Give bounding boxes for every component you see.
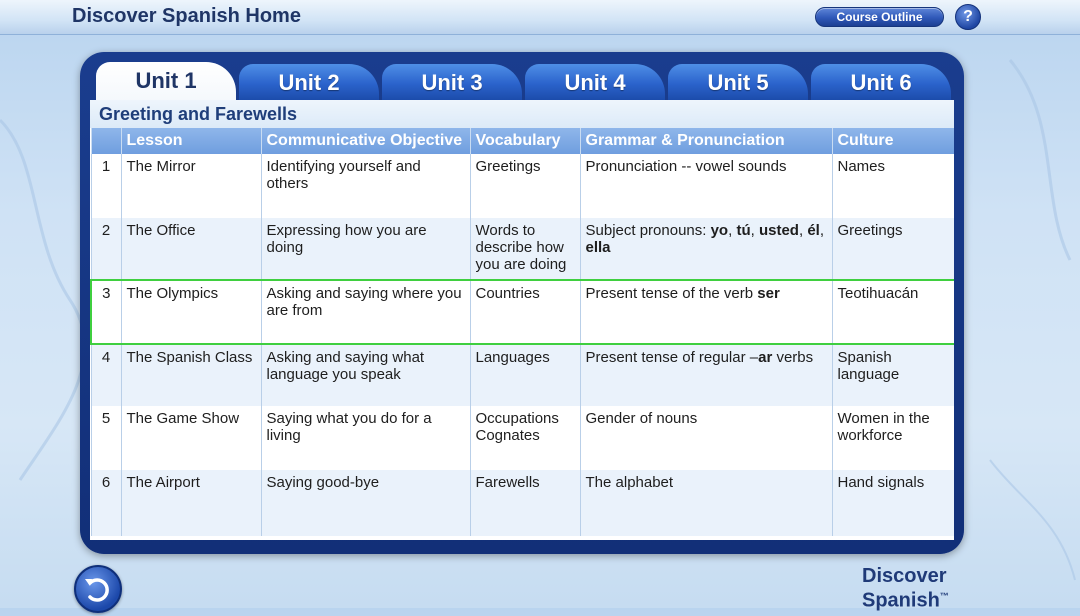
- lesson-objective: Saying what you do for a living: [261, 406, 470, 470]
- column-header-lesson: Lesson: [121, 128, 261, 154]
- app-title: Discover Spanish Home: [72, 5, 301, 27]
- logo-line-1: Discover: [862, 565, 947, 587]
- lesson-number: 5: [91, 406, 121, 470]
- table-header-row: [91, 128, 954, 154]
- unit-tabs: [96, 62, 956, 100]
- column-header-culture: Culture: [832, 128, 954, 154]
- table-row[interactable]: [91, 406, 954, 470]
- lesson-culture: Hand signals: [832, 470, 954, 536]
- unit-content: [90, 100, 954, 540]
- lesson-name: The Mirror: [121, 154, 261, 218]
- lesson-name: The Airport: [121, 470, 261, 536]
- lesson-vocabulary: Farewells: [470, 470, 580, 536]
- tab-unit-5[interactable]: Unit 5: [668, 64, 808, 100]
- table-row[interactable]: [91, 470, 954, 536]
- lesson-name: The Olympics: [121, 280, 261, 344]
- lesson-number: 4: [91, 344, 121, 406]
- lesson-objective: Identifying yourself and others: [261, 154, 470, 218]
- lesson-name: The Spanish Class: [121, 344, 261, 406]
- lesson-name: The Office: [121, 218, 261, 280]
- lesson-culture: Names: [832, 154, 954, 218]
- logo-line-2: Spanish: [862, 589, 940, 612]
- lesson-vocabulary: Languages: [470, 344, 580, 406]
- question-icon: ?: [963, 8, 973, 25]
- lesson-vocabulary: Occupations Cognates: [470, 406, 580, 470]
- lesson-grammar: Subject pronouns: yo, tú, usted, él, ella: [580, 218, 832, 280]
- table-row[interactable]: [91, 218, 954, 280]
- table-row[interactable]: [91, 344, 954, 406]
- lesson-number: 2: [91, 218, 121, 280]
- logo-trademark: ™: [939, 591, 949, 601]
- lesson-name: The Game Show: [121, 406, 261, 470]
- lesson-grammar: Gender of nouns: [580, 406, 832, 470]
- tab-unit-3[interactable]: Unit 3: [382, 64, 522, 100]
- section-title: Greeting and Farewells: [90, 100, 954, 128]
- discover-spanish-logo: [862, 566, 982, 611]
- lesson-objective: Asking and saying where you are from: [261, 280, 470, 344]
- lesson-culture: Spanish language: [832, 344, 954, 406]
- column-header-grammar: Grammar & Pronunciation: [580, 128, 832, 154]
- lesson-number: 6: [91, 470, 121, 536]
- lesson-number: 1: [91, 154, 121, 218]
- lesson-grammar: Pronunciation -- vowel sounds: [580, 154, 832, 218]
- column-header-number: [91, 128, 121, 154]
- tab-unit-1[interactable]: Unit 1: [96, 62, 236, 102]
- lesson-objective: Expressing how you are doing: [261, 218, 470, 280]
- back-button[interactable]: [74, 565, 122, 613]
- lesson-culture: Teotihuacán: [832, 280, 954, 344]
- help-button[interactable]: [955, 4, 981, 30]
- lesson-number: 3: [91, 280, 121, 344]
- course-outline-button[interactable]: Course Outline: [815, 7, 944, 27]
- lesson-objective: Saying good-bye: [261, 470, 470, 536]
- lesson-grammar: Present tense of regular –ar verbs: [580, 344, 832, 406]
- lesson-table: [90, 128, 954, 536]
- table-row[interactable]: [91, 154, 954, 218]
- column-header-vocabulary: Vocabulary: [470, 128, 580, 154]
- lesson-vocabulary: Words to describe how you are doing: [470, 218, 580, 280]
- back-arrow-icon: [76, 567, 120, 611]
- lesson-culture: Women in the workforce: [832, 406, 954, 470]
- lesson-grammar: Present tense of the verb ser: [580, 280, 832, 344]
- header-bar: [0, 0, 1080, 35]
- lesson-objective: Asking and saying what language you speak: [261, 344, 470, 406]
- lesson-vocabulary: Countries: [470, 280, 580, 344]
- tab-unit-2[interactable]: Unit 2: [239, 64, 379, 100]
- table-row[interactable]: [91, 280, 954, 344]
- column-header-objective: Communicative Objective: [261, 128, 470, 154]
- tab-unit-4[interactable]: Unit 4: [525, 64, 665, 100]
- tab-unit-6[interactable]: Unit 6: [811, 64, 951, 100]
- lesson-grammar: The alphabet: [580, 470, 832, 536]
- lesson-vocabulary: Greetings: [470, 154, 580, 218]
- lesson-culture: Greetings: [832, 218, 954, 280]
